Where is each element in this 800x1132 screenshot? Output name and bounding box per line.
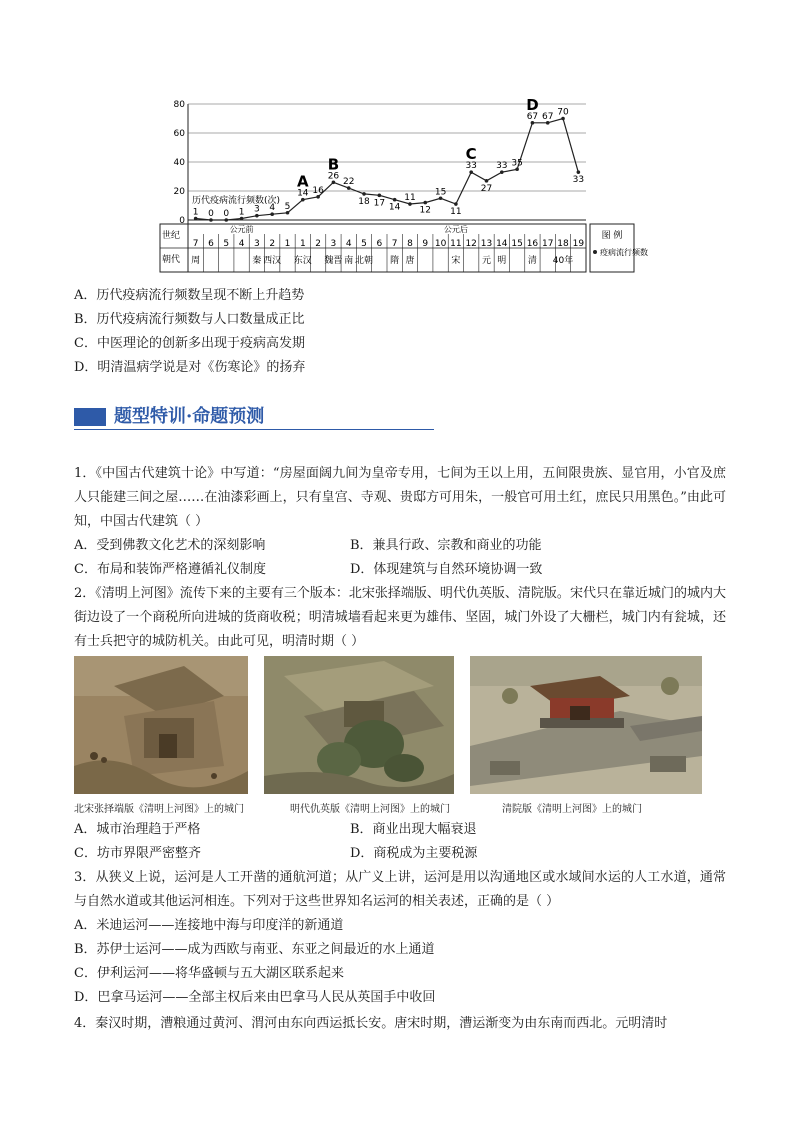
y-tick-label: 40: [173, 158, 185, 168]
data-label: 4: [269, 203, 276, 214]
y-tick-label: 60: [173, 129, 185, 139]
legend-marker: [593, 250, 597, 254]
data-label: 67: [542, 111, 554, 122]
century-label: 11: [450, 239, 462, 249]
century-label: 2: [315, 239, 321, 249]
data-label: 1: [192, 207, 199, 218]
century-label: 2: [269, 239, 276, 249]
question-1-stem: 1．《中国古代建筑十论》中写道：“房屋面阔九间为皇帝专用，七间为王以上用，五间限贵族、显官用，小官及庶人只能建三间之屋……在油漆彩画上，只有皇宫、寺观、贵邸方可用朱，一般官可用土红，庶民只用黑色。”由此可知，中国古代建筑（ ）: [74, 466, 726, 529]
century-label: 4: [238, 239, 245, 249]
y-tick-label: 80: [173, 100, 185, 110]
painting-ming-city-gate: [264, 656, 454, 794]
option-a: A．历代疫病流行频数呈现不断上升趋势: [74, 288, 305, 303]
painting-qing-city-gate: [470, 656, 702, 794]
q2-option-a: A．城市治理趋于严格: [74, 822, 201, 837]
data-label: 0: [208, 209, 214, 219]
data-point: [362, 192, 366, 196]
painting-song-city-gate: [74, 656, 248, 794]
painting-captions: [74, 800, 714, 816]
century-label: 12: [465, 239, 477, 249]
data-point: [393, 198, 397, 202]
data-point: [454, 202, 458, 206]
epidemic-frequency-chart: [160, 95, 648, 278]
question-2-stem: 2．《清明上河图》流传下来的主要有三个版本：北宋张择端版、明代仇英版、清院版。宋代只在靠近城门的城内大街边设了一个商税所向进城的货商收税；明清城墙看起来更为雄伟、坚固，城门外设了大栅栏，城门内有瓮城，还有士兵把守的城防机关。由此可见，明清时期（ ）: [74, 586, 726, 649]
data-label: 33: [465, 161, 477, 172]
data-label: 67: [526, 111, 539, 122]
question-3-stem: 3．从狭义上说，运河是人工开凿的通航河道；从广义上讲，运河是用以沟通地区或水域间水运的人工水道，通常与自然水道或其他运河相连。下列对于这些世界知名运河的相关表述，正确的是（ ）: [74, 870, 726, 909]
q2-option-c: C．坊市界限严密整齐: [74, 846, 201, 861]
data-label: 70: [557, 107, 569, 118]
century-label: 10: [434, 239, 447, 249]
question-1-options: [74, 534, 726, 582]
q2-option-b: B．商业出现大幅衰退: [350, 822, 477, 837]
century-label: 13: [480, 239, 493, 249]
table-row-label-dynasty: 朝代: [162, 255, 181, 265]
century-label: 6: [376, 239, 383, 249]
section-bar-decoration: [74, 408, 106, 426]
y-tick-label: 0: [179, 216, 185, 226]
data-label: 5: [284, 201, 291, 212]
data-point: [577, 170, 581, 174]
question-4-stem: 4．秦汉时期，漕粮通过黄河、渭河由东向西运抵长安。唐宋时期，漕运渐变为由东南而西北。元明清时: [74, 1016, 668, 1031]
dynasty-label: 周: [191, 256, 201, 266]
dynasty-label: 明: [497, 256, 507, 266]
data-point: [378, 194, 382, 198]
legend-title: 图 例: [601, 231, 623, 241]
q2-option-d: D．商税成为主要税源: [350, 846, 478, 861]
ce-label: 公元后: [443, 225, 468, 234]
q1-option-a: A．受到佛教文化艺术的深刻影响: [74, 538, 266, 553]
caption-song: 北宋张择端版《清明上河图》上的城门: [74, 804, 244, 815]
century-label: 4: [345, 239, 352, 249]
annotation-a: A: [297, 172, 309, 191]
century-label: 6: [208, 239, 214, 249]
data-label: 14: [297, 188, 309, 199]
century-label: 17: [542, 239, 554, 249]
century-label: 5: [223, 239, 230, 249]
q3-option-d: D．巴拿马运河——全部主权后来由巴拿马人民从英国手中收回: [74, 990, 436, 1005]
q3-option-a: A．米迪运河——连接地中海与印度洋的新通道: [74, 918, 344, 933]
section-divider: [74, 429, 434, 430]
y-axis-label: 历代疫病流行频数(次): [192, 196, 281, 206]
data-label: 35: [511, 158, 523, 169]
question-3-options: [74, 914, 435, 1010]
century-label: 9: [422, 239, 429, 249]
annotation-b: B: [327, 155, 340, 174]
century-label: 15: [511, 239, 523, 249]
century-label: 19: [572, 239, 585, 249]
option-b: B．历代疫病流行频数与人口数量成正比: [74, 312, 305, 327]
data-label: 22: [343, 177, 355, 188]
q1-option-c: C．布局和装饰严格遵循礼仪制度: [74, 562, 266, 577]
caption-ming: 明代仇英版《清明上河图》上的城门: [290, 804, 450, 815]
data-label: 15: [434, 187, 447, 198]
century-label: 14: [496, 239, 508, 249]
century-label: 1: [299, 239, 306, 249]
dynasty-label: 东汉: [293, 256, 312, 266]
dynasty-label: 北朝: [355, 256, 374, 266]
century-label: 1: [284, 239, 291, 249]
legend-label: 疫病流行频数: [600, 248, 648, 257]
table-row-label-century: 世纪: [162, 231, 181, 241]
y-tick-label: 20: [173, 187, 185, 197]
data-label: 12: [419, 205, 431, 216]
century-label: 3: [330, 239, 337, 249]
dynasty-label: 南: [344, 256, 354, 266]
century-label: 5: [361, 239, 367, 249]
century-label: 3: [254, 239, 260, 249]
dynasty-label: 清: [527, 256, 537, 266]
q3-option-c: C．伊利运河——将华盛顿与五大湖区联系起来: [74, 966, 344, 981]
dynasty-label: 元: [481, 256, 492, 266]
data-label: 18: [358, 196, 370, 207]
section-header: [74, 404, 434, 430]
century-label: 7: [391, 239, 398, 249]
annotation-d: D: [526, 95, 539, 114]
caption-qing: 清院版《清明上河图》上的城门: [502, 804, 642, 815]
data-label: 17: [373, 198, 386, 209]
century-label: 16: [526, 239, 539, 249]
century-label: 7: [192, 239, 199, 249]
data-label: 27: [480, 183, 493, 194]
data-label: 33: [496, 161, 508, 172]
dynasty-label: 隋: [390, 256, 400, 266]
option-c: C．中医理论的创新多出现于疫病高发期: [74, 336, 305, 351]
q3-option-b: B．苏伊士运河——成为西欧与南亚、东亚之间最近的水上通道: [74, 942, 435, 957]
dynasty-label: 秦: [252, 256, 262, 266]
dynasty-label: 唐: [405, 256, 415, 266]
question-2-options: [74, 818, 726, 866]
data-label: 3: [254, 204, 260, 215]
data-label: 14: [388, 202, 401, 213]
section-title: 题型特训·命题预测: [114, 406, 265, 427]
century-label: 18: [557, 239, 569, 249]
century-label: 8: [407, 239, 413, 249]
data-label: 11: [450, 207, 462, 218]
data-label: 0: [223, 209, 230, 219]
dynasty-label: 魏晋: [324, 256, 343, 266]
data-label: 11: [404, 193, 416, 204]
data-label: 16: [312, 185, 324, 196]
bce-label: 公元前: [229, 225, 254, 234]
dynasty-label: 40年: [552, 256, 574, 266]
annotation-c: C: [465, 145, 477, 164]
data-label: 33: [572, 175, 585, 186]
chart-question-options: [74, 284, 305, 380]
data-label: 1: [238, 207, 245, 218]
q1-option-d: D．体现建筑与自然环境协调一致: [350, 562, 543, 577]
dynasty-label: 宋: [451, 256, 461, 266]
q1-option-b: B．兼具行政、宗教和商业的功能: [350, 538, 542, 553]
option-d: D．明清温病学说是对《伤寒论》的扬弃: [74, 360, 306, 375]
data-point: [485, 179, 489, 183]
painting-images: [74, 656, 704, 796]
data-point: [423, 201, 427, 205]
data-label: 26: [327, 171, 340, 182]
dynasty-label: 西汉: [263, 256, 282, 266]
